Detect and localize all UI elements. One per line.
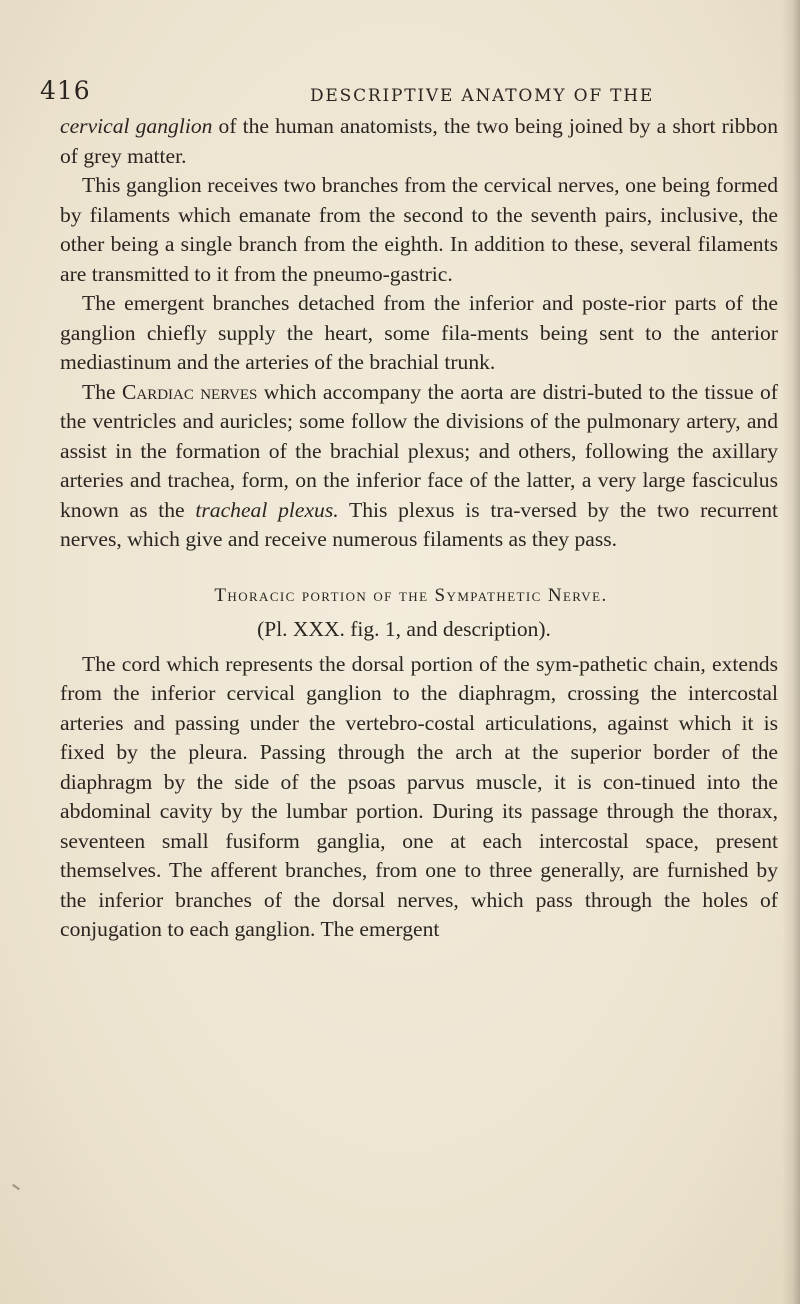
paragraph-1-text: of the human anatomists, the two being joined by a short ribbon of grey matter.	[60, 114, 778, 168]
paragraph-4-before: The	[82, 379, 122, 404]
tracheal-plexus-term: tracheal plexus.	[195, 497, 339, 522]
paragraph-3: The emergent branches detached from the inferior and poste-rior parts of the ganglion chiefly supply the heart, some fila-ments being sent to the anterior mediastinum and the arteries of the brachial trunk.	[60, 291, 778, 374]
paragraph-4-after: This plexus is tra-versed by the two recurrent nerves, which give and receive numerous filaments as they pass.	[60, 497, 778, 551]
running-head: DESCRIPTIVE ANATOMY OF THE	[310, 86, 655, 106]
section-heading: Thoracic portion of the Sympathetic Nerve.	[214, 584, 608, 606]
cardiac-nerves-term: Cardiac nerves	[121, 379, 258, 404]
page-number: 416	[40, 76, 91, 105]
section-subheading: (Pl. XXX. fig. 1, and description).	[257, 616, 551, 641]
paragraph-4-middle: which accompany the aorta are distri-buted to the tissue of the ventricles and auricles; some follow the divisions of the pulmonary artery, and assist in the formation of the brachial plexus; and others, following the axillary arteries and trachea, form, on the inferior face of the latter, a very large fasciculus known as the	[60, 379, 778, 522]
paragraph-5: The cord which represents the dorsal portion of the sym-pathetic chain, extends from the inferior cervical ganglion to the diaphragm, crossing the intercostal arteries and passing under the vertebro-costal articulations, against which it is fixed by the pleura. Passing through the arch at the superior border of the diaphragm by the side of the psoas parvus muscle, it is con-tinued into the abdominal cavity by the lumbar portion. During its passage through the thorax, seventeen small fusiform ganglia, one at each intercostal space, present themselves. The afferent branches, from one to three generally, are furnished by the inferior branches of the dorsal nerves, which pass through the holes of conjugation to each ganglion. The emergent	[60, 651, 778, 941]
margin-mark	[12, 1184, 20, 1190]
page-edge-shadow	[782, 0, 800, 1304]
paragraph-2: This ganglion receives two branches from the cervical nerves, one being formed by filaments which emanate from the second to the seventh pairs, inclusive, the other being a single branch from the eighth. In addition to these, several filaments are transmitted to it from the pneumo-gastric.	[60, 173, 778, 286]
body-text	[60, 112, 778, 945]
paragraph-1-italic: cervical ganglion	[60, 114, 213, 138]
page-header	[0, 76, 800, 116]
paragraph-4	[60, 378, 778, 555]
paragraph-1	[60, 112, 778, 171]
